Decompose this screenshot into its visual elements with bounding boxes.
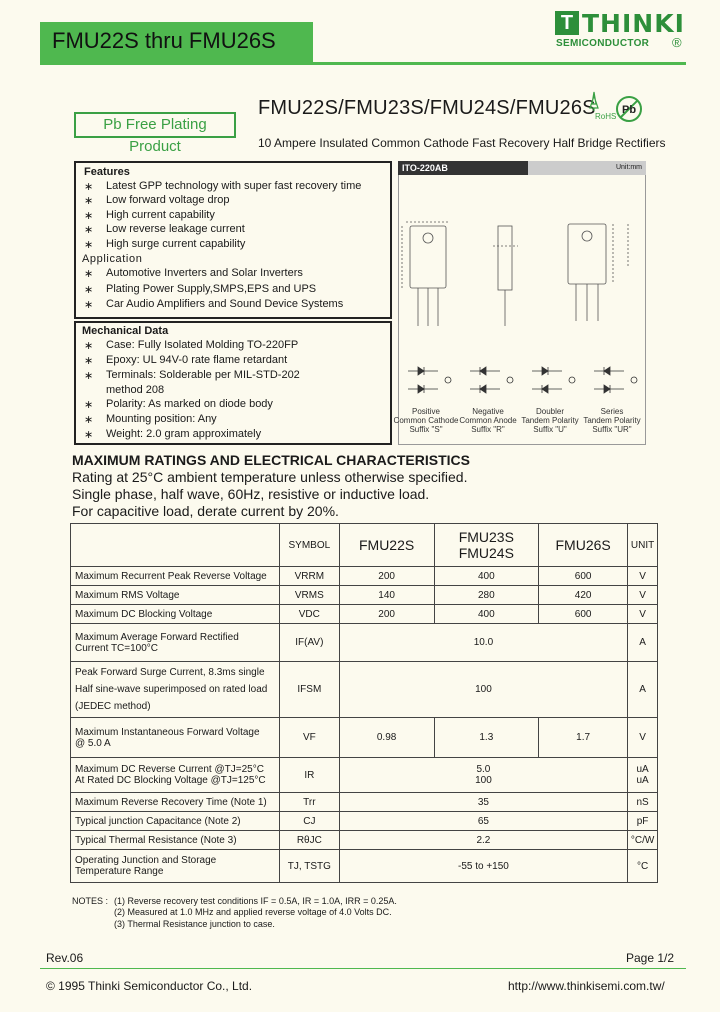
header-param-cell <box>71 524 280 567</box>
symbol-cell: TJ, TSTG <box>280 850 340 883</box>
unit-cell: V <box>628 605 658 624</box>
table-header-row <box>71 524 658 567</box>
config-label: Suffix "S" <box>409 425 443 434</box>
part-title: FMU22S/FMU23S/FMU24S/FMU26S <box>258 97 596 119</box>
table-row <box>71 850 658 883</box>
header-symbol: SYMBOL <box>280 524 340 567</box>
symbol-cell: IFSM <box>280 662 340 718</box>
param-cell: Typical junction Capacitance (Note 2) <box>71 812 280 831</box>
mechanical-item-cont: method 208 <box>106 384 165 396</box>
rohs-icon <box>582 90 617 121</box>
symbol-cell: VDC <box>280 605 340 624</box>
table-row <box>71 586 658 605</box>
footer-rule <box>40 968 686 969</box>
logo-mark: T <box>555 11 579 35</box>
param-cell: Maximum Instantaneous Forward Voltage @ 5.0 A <box>71 718 280 758</box>
ratings-condition: For capacitive load, derate current by 20%. <box>72 503 339 519</box>
unit-cell: pF <box>628 812 658 831</box>
product-subtitle: 10 Ampere Insulated Common Cathode Fast Recovery Half Bridge Rectifiers <box>258 136 666 150</box>
table-row <box>71 624 658 662</box>
value-cell: -55 to +150 <box>339 850 628 883</box>
config-label: Common Anode <box>459 416 517 425</box>
value-cell: 1.3 <box>434 718 539 758</box>
value-cell: 600 <box>539 605 628 624</box>
logo-registered: ® <box>672 35 682 50</box>
logo-name: THINKI <box>582 9 685 38</box>
notes-label: NOTES : <box>72 896 109 906</box>
value-cell: 280 <box>434 586 539 605</box>
config-label: Positive <box>411 407 441 416</box>
table-row <box>71 605 658 624</box>
copyright: © 1995 Thinki Semiconductor Co., Ltd. <box>46 979 253 993</box>
param-cell: Maximum Recurrent Peak Reverse Voltage <box>71 567 280 586</box>
value-cell: 1.7 <box>539 718 628 758</box>
symbol-cell: CJ <box>280 812 340 831</box>
website-link[interactable]: http://www.thinkisemi.com.tw/ <box>508 979 665 993</box>
param-cell: Typical Thermal Resistance (Note 3) <box>71 831 280 850</box>
application-heading: Application <box>82 253 143 265</box>
package-name: ITO-220AB <box>398 161 528 175</box>
revision: Rev.06 <box>46 951 84 965</box>
value-cell: 420 <box>539 586 628 605</box>
value-cell: 400 <box>434 567 539 586</box>
features-heading: Features <box>84 166 130 178</box>
value-cell: 10.0 <box>339 624 628 662</box>
value-cell: 65 <box>339 812 628 831</box>
header-fmu22s: FMU22S <box>339 524 434 567</box>
logo-subtitle: SEMICONDUCTOR <box>556 38 650 49</box>
param-cell: Maximum DC Blocking Voltage <box>71 605 280 624</box>
value-cell: 200 <box>339 567 434 586</box>
symbol-cell: VRMS <box>280 586 340 605</box>
note-1: (1) Reverse recovery test conditions IF = 0.5A, IR = 1.0A, IRR = 0.25A. <box>114 896 397 906</box>
param-cell: Operating Junction and Storage Temperature Range <box>71 850 280 883</box>
value-cell: 400 <box>434 605 539 624</box>
pb-free-icon <box>614 94 644 124</box>
symbol-cell: Trr <box>280 793 340 812</box>
table-row <box>71 718 658 758</box>
config-label: Negative <box>472 407 504 416</box>
param-cell: Maximum RMS Voltage <box>71 586 280 605</box>
config-label: Tandem Polarity <box>583 416 641 425</box>
table-row <box>71 758 658 793</box>
page-number: Page 1/2 <box>626 951 675 965</box>
config-label: Common Cathode <box>393 416 459 425</box>
value-cell: 140 <box>339 586 434 605</box>
note-2: (2) Measured at 1.0 MHz and applied reverse voltage of 4.0 Volts DC. <box>114 907 392 917</box>
unit-cell: V <box>628 567 658 586</box>
value-cell: 600 <box>539 567 628 586</box>
config-label: Doubler <box>535 407 565 416</box>
features-panel: Features ∗ Latest GPP technology with super fast recovery time ∗ Low forward voltage drop ∗ High current capability ∗ Low reverse leakage current ∗ High surge current capability Application ∗ Automotive Inverters and Solar Inverters ∗ Plating Power Supply,SMPS,EPS and UPS ∗ Car Audio Amplifiers and Sound Device Systems <box>74 161 392 319</box>
table-row <box>71 662 658 718</box>
symbol-cell: IR <box>280 758 340 793</box>
unit-cell: V <box>628 718 658 758</box>
package-outline-drawing <box>393 176 646 445</box>
unit-cell: °C/W <box>628 831 658 850</box>
value-cell: 100 <box>339 662 628 718</box>
company-logo <box>555 8 687 52</box>
unit-cell: nS <box>628 793 658 812</box>
config-label: Suffix "U" <box>533 425 567 434</box>
header-fmu23-24s: FMU23S FMU24S <box>434 524 539 567</box>
mechanical-panel: Mechanical Data ∗ Case: Fully Isolated Molding TO-220FP ∗ Epoxy: UL 94V-0 rate flame retardant ∗ Terminals: Solderable per MIL-STD-202 method 208 ∗ Polarity: As marked on diode body ∗ Mounting position: Any ∗ Weight: 2.0 gram approximately <box>74 321 392 445</box>
table-row <box>71 567 658 586</box>
config-label: Suffix "R" <box>471 425 505 434</box>
param-cell: Peak Forward Surge Current, 8.3ms single Half sine-wave superimposed on rated load (JEDEC method) <box>71 662 280 718</box>
symbol-cell: IF(AV) <box>280 624 340 662</box>
symbol-cell: VRRM <box>280 567 340 586</box>
unit-cell: A <box>628 624 658 662</box>
symbol-cell: VF <box>280 718 340 758</box>
mechanical-heading: Mechanical Data <box>82 325 169 337</box>
unit-cell: A <box>628 662 658 718</box>
ratings-heading: MAXIMUM RATINGS AND ELECTRICAL CHARACTERISTICS <box>72 452 470 468</box>
value-cell: 0.98 <box>339 718 434 758</box>
symbol-cell: RθJC <box>280 831 340 850</box>
param-cell: Maximum Average Forward Rectified Current TC=100°C <box>71 624 280 662</box>
header-rule <box>40 62 686 65</box>
table-row <box>71 831 658 850</box>
param-cell: Maximum DC Reverse Current @TJ=25°C At Rated DC Blocking Voltage @TJ=125°C <box>71 758 280 793</box>
header-title: FMU22S thru FMU26S <box>52 28 276 53</box>
config-label: Suffix "UR" <box>592 425 632 434</box>
value-cell: 35 <box>339 793 628 812</box>
param-cell: Maximum Reverse Recovery Time (Note 1) <box>71 793 280 812</box>
table-row <box>71 812 658 831</box>
rohs-label: RoHS <box>595 112 617 121</box>
package-units: Unit:mm <box>528 161 646 175</box>
unit-cell: V <box>628 586 658 605</box>
config-label: Tandem Polarity <box>521 416 579 425</box>
ratings-condition: Single phase, half wave, 60Hz, resistive or inductive load. <box>72 486 430 502</box>
value-cell: 2.2 <box>339 831 628 850</box>
unit-cell: uA uA <box>628 758 658 793</box>
header-unit: UNIT <box>628 524 658 567</box>
note-3: (3) Thermal Resistance junction to case. <box>114 919 275 929</box>
ratings-condition: Rating at 25°C ambient temperature unless otherwise specified. <box>72 469 468 485</box>
header-fmu26s: FMU26S <box>539 524 628 567</box>
unit-cell: °C <box>628 850 658 883</box>
pb-label: Pb <box>622 104 637 116</box>
value-cell: 200 <box>339 605 434 624</box>
config-label: Series <box>600 407 624 416</box>
pb-free-badge: Pb Free Plating Product <box>74 112 236 138</box>
value-cell: 5.0 100 <box>339 758 628 793</box>
ratings-table <box>70 523 658 883</box>
table-row <box>71 793 658 812</box>
